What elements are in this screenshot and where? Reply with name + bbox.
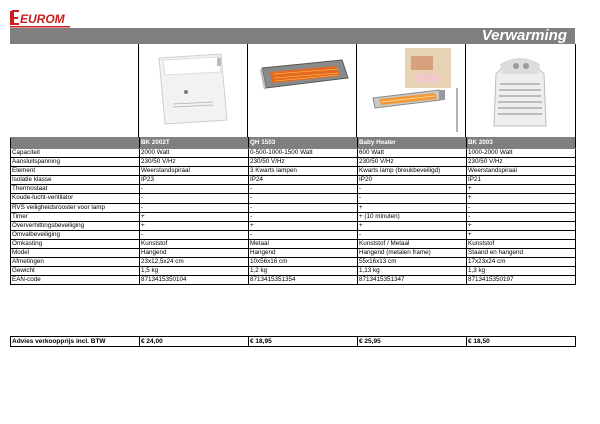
row-label: EAN-code [11,276,140,285]
baby-heater-lamp-image [357,44,465,137]
price-row [11,337,576,347]
row-label: Timer [11,212,140,221]
spec-cell: + (10 minuten) [358,212,467,221]
standing-fan-heater-image [466,44,575,137]
spec-cell: 17x23x24 cm [467,258,576,267]
spec-cell: 1,2 kg [249,267,358,276]
spec-cell: 2000 Watt [140,149,249,158]
spec-cell: + [467,185,576,194]
title-banner [10,28,575,44]
product-name-header: BK 2002T [140,138,249,149]
table-row [11,258,576,267]
spec-cell: 8713415350104 [140,276,249,285]
spec-cell: Kwarts lamp (breukbeveiligd) [358,167,467,176]
table-row [11,276,576,285]
spec-cell: - [467,212,576,221]
table-row [11,149,576,158]
row-label: Oververhittingsbeveiliging [11,221,140,230]
table-row [11,167,576,176]
spec-table-body [11,149,576,285]
spec-cell: 8713415351354 [249,276,358,285]
spec-cell: - [249,212,358,221]
spec-cell: Kunststof [467,239,576,248]
product-name-header: BK 2003 [467,138,576,149]
brand-text: EUROM [20,12,65,26]
header-blank-cell [11,138,140,149]
product-image-cell [356,44,465,137]
table-row [11,194,576,203]
spec-cell: - [467,203,576,212]
spec-cell: 23x12,5x24 cm [140,258,249,267]
spec-cell: Kunststof [140,239,249,248]
spec-cell: + [358,221,467,230]
spec-cell: + [467,194,576,203]
spec-cell: + [140,212,249,221]
table-row [11,249,576,258]
spec-cell: Hangend (metalen frame) [358,249,467,258]
row-label: Omkasting [11,239,140,248]
spec-cell: 55x16x13 cm [358,258,467,267]
price-cell: € 18,50 [467,337,576,347]
price-cell: € 25,95 [358,337,467,347]
spec-cell: 0-500-1000-1500 Watt [249,149,358,158]
spec-cell: + [467,230,576,239]
spec-cell: - [358,185,467,194]
spec-cell: 230/50 V/Hz [467,158,576,167]
row-label: Model [11,249,140,258]
table-row [11,185,576,194]
row-label: Koude-lucht-ventilator [11,194,140,203]
eurom-logo [10,8,72,30]
spec-cell: 230/50 V/Hz [358,158,467,167]
row-label: Thermostaat [11,185,140,194]
row-label: Isolatie klasse [11,176,140,185]
spec-cell: - [140,203,249,212]
spec-cell: - [358,230,467,239]
spec-cell: - [140,230,249,239]
row-label: Capaciteit [11,149,140,158]
spec-cell: - [140,194,249,203]
table-row [11,267,576,276]
table-header-row [11,138,576,149]
product-photo-row [10,44,575,137]
spec-cell: Staand en hangend [467,249,576,258]
spec-cell: Kunststof / Metaal [358,239,467,248]
spec-cell: Weerstandspiraal [467,167,576,176]
product-image-cell [247,44,356,137]
spec-cell: 10x56x16 cm [249,258,358,267]
spec-cell: 8713415351347 [358,276,467,285]
spec-cell: 1,3 kg [467,267,576,276]
spec-cell: - [249,203,358,212]
spec-cell: IP20 [358,176,467,185]
product-image-cell [465,44,576,137]
spec-cell: 1,13 kg [358,267,467,276]
price-cell: € 24,00 [140,337,249,347]
spec-cell: - [249,185,358,194]
page-title: Verwarming [481,27,567,44]
spec-cell: 230/50 V/Hz [140,158,249,167]
table-row [11,230,576,239]
spec-cell: 600 Watt [358,149,467,158]
spec-cell: - [358,194,467,203]
spec-cell: - [249,194,358,203]
table-row [11,212,576,221]
price-table [10,336,576,347]
spec-cell: - [140,185,249,194]
spec-cell: Hangend [140,249,249,258]
spec-cell: + [140,221,249,230]
row-label: Gewicht [11,267,140,276]
price-label: Advies verkoopprijs incl. BTW [11,337,140,347]
spec-cell: 230/50 V/Hz [249,158,358,167]
table-row [11,158,576,167]
row-label: Omvalbeveiliging [11,230,140,239]
spec-cell: - [249,230,358,239]
spec-cell: Hangend [249,249,358,258]
spec-table [10,137,576,285]
table-row [11,203,576,212]
spec-cell: 1,5 kg [140,267,249,276]
spec-cell: IP21 [467,176,576,185]
row-label: RVS veiligheidsrooster voor lamp [11,203,140,212]
row-label: Element [11,167,140,176]
table-row [11,221,576,230]
spec-cell: 1000-2000 Watt [467,149,576,158]
spec-cell: 8713415350197 [467,276,576,285]
spec-cell: 3 Kwarts lampen [249,167,358,176]
quartz-heater-image [248,44,356,137]
spec-cell: + [249,221,358,230]
row-label: Afmetingen [11,258,140,267]
spec-cell: + [358,203,467,212]
product-name-header: QH 1503 [249,138,358,149]
product-name-header: Baby Heater [358,138,467,149]
spec-cell: Metaal [249,239,358,248]
row-label: Aansluitspanning [11,158,140,167]
table-row [11,239,576,248]
spec-cell: IP23 [140,176,249,185]
spec-cell: + [467,221,576,230]
table-row [11,176,576,185]
price-cell: € 18,95 [249,337,358,347]
product-image-cell [138,44,247,137]
spec-cell: Weerstandspiraal [140,167,249,176]
spec-cell: IP24 [249,176,358,185]
wall-fan-heater-image [139,44,247,137]
